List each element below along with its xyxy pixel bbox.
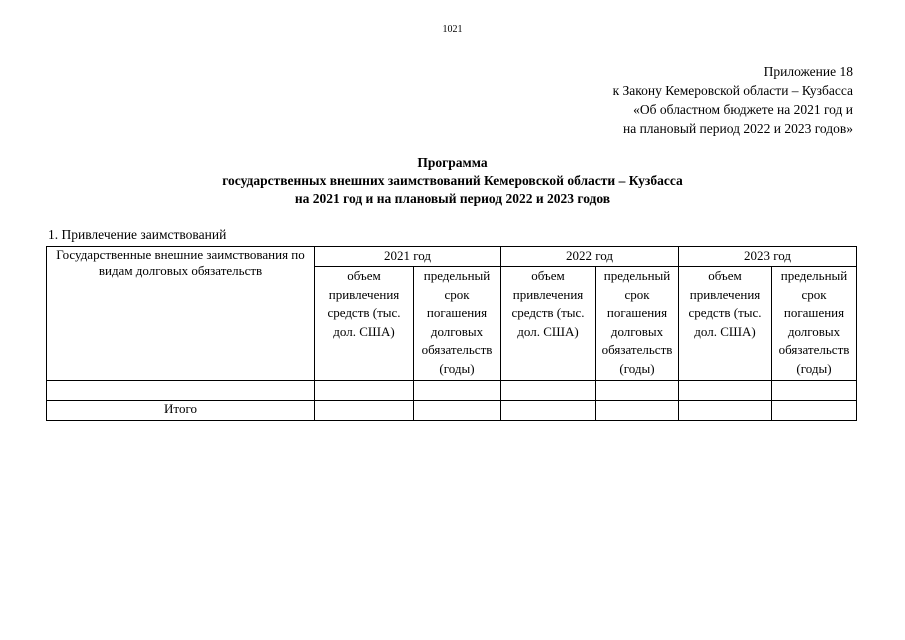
appendix-line: на плановый период 2022 и 2023 годов» — [622, 121, 853, 136]
table-cell — [501, 381, 596, 401]
term-header-2023: предельный срок погашения долговых обязательств (годы) — [772, 267, 857, 381]
appendix-line: Приложение 18 — [763, 64, 853, 79]
term-header-2021: предельный срок погашения долговых обязательств (годы) — [414, 267, 501, 381]
table-header-row — [47, 247, 857, 267]
appendix-reference — [613, 62, 853, 138]
borrowings-table — [46, 246, 857, 421]
table-cell — [315, 401, 414, 421]
document-title — [0, 154, 905, 208]
term-header-2022: предельный срок погашения долговых обязательств (годы) — [596, 267, 679, 381]
table-cell — [414, 401, 501, 421]
volume-header-2022: объем привлечения средств (тыс. дол. США) — [501, 267, 596, 381]
table-cell — [315, 381, 414, 401]
table-cell — [47, 381, 315, 401]
volume-header-2023: объем привлечения средств (тыс. дол. США) — [679, 267, 772, 381]
table-row — [47, 381, 857, 401]
year-header-2022: 2022 год — [501, 247, 679, 267]
table-cell — [772, 401, 857, 421]
table-cell — [596, 401, 679, 421]
page-number: 1021 — [442, 24, 463, 35]
total-row — [47, 401, 857, 421]
year-header-2023: 2023 год — [679, 247, 857, 267]
borrowing-type-header: Государственные внешние заимствования по видам долговых обязательств — [47, 247, 315, 381]
title-line: на 2021 год и на плановый период 2022 и 2023 годов — [294, 191, 611, 206]
appendix-line: «Об областном бюджете на 2021 год и — [633, 102, 853, 117]
volume-header-2021: объем привлечения средств (тыс. дол. США) — [315, 267, 414, 381]
table-cell — [679, 401, 772, 421]
section-heading: 1. Привлечение заимствований — [48, 227, 227, 242]
table-cell — [501, 401, 596, 421]
table-cell — [679, 381, 772, 401]
table-cell — [772, 381, 857, 401]
appendix-line: к Закону Кемеровской области – Кузбасса — [612, 83, 853, 98]
total-label: Итого — [47, 401, 315, 421]
table-cell — [414, 381, 501, 401]
title-line: государственных внешних заимствований Кемеровской области – Кузбасса — [222, 173, 683, 188]
year-header-2021: 2021 год — [315, 247, 501, 267]
title-line: Программа — [417, 155, 488, 170]
table-cell — [596, 381, 679, 401]
